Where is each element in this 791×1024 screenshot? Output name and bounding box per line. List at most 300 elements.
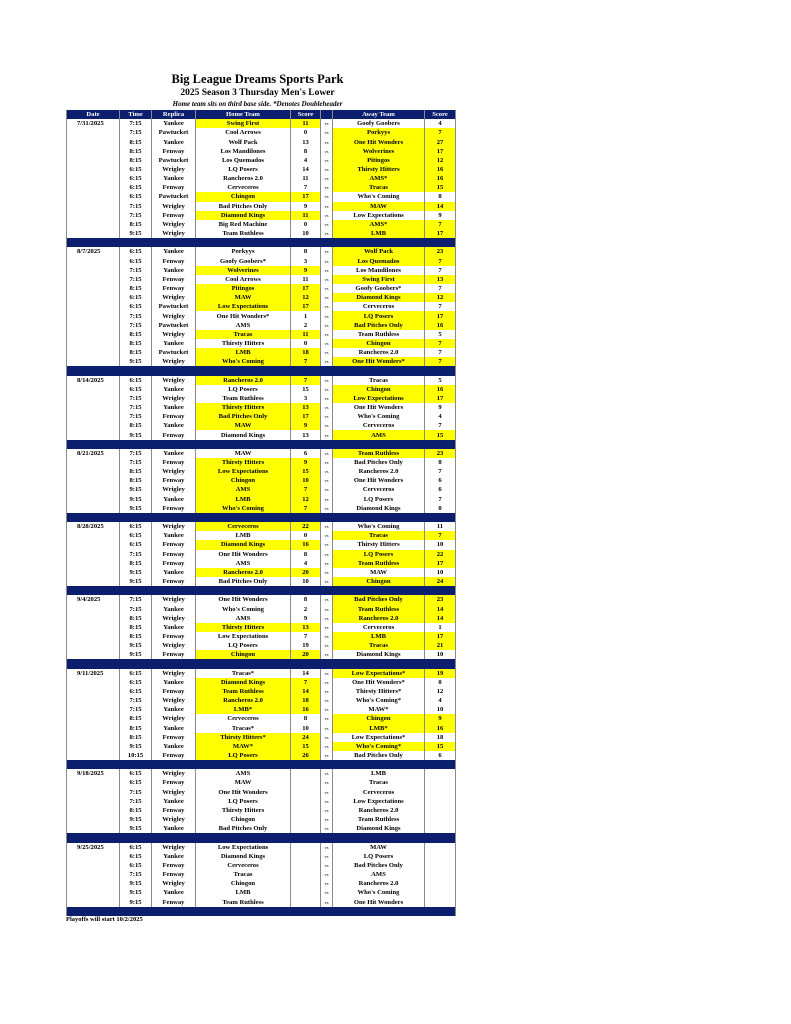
vs-label: vs	[321, 824, 333, 833]
away-score	[425, 843, 456, 852]
game-field: Wrigley	[152, 522, 196, 531]
table-row	[67, 604, 456, 613]
game-date	[67, 202, 120, 211]
game-time: 7:15	[120, 211, 152, 220]
away-team: Wolverines	[333, 147, 425, 156]
game-field: Wrigley	[152, 376, 196, 385]
game-field: Fenway	[152, 687, 196, 696]
schedule-body	[67, 119, 456, 916]
home-team: Cool Arrows	[196, 275, 291, 284]
away-team: Low Expectations	[333, 211, 425, 220]
home-score: 9	[291, 421, 321, 430]
vs-label: vs	[321, 550, 333, 559]
home-score: 2	[291, 321, 321, 330]
home-score: 12	[291, 495, 321, 504]
vs-label: vs	[321, 421, 333, 430]
vs-label: vs	[321, 403, 333, 412]
home-score: 10	[291, 476, 321, 485]
home-score: 19	[291, 641, 321, 650]
away-score: 4	[425, 412, 456, 421]
game-field: Pawtucket	[152, 348, 196, 357]
away-team: Cerveceros	[333, 302, 425, 311]
game-date: 9/11/2025	[67, 669, 120, 678]
home-team: LQ Posers	[196, 751, 291, 760]
game-time: 6:15	[120, 531, 152, 540]
away-score	[425, 861, 456, 870]
away-team: Tracas	[333, 531, 425, 540]
home-score: 14	[291, 669, 321, 678]
home-team: LMB	[196, 888, 291, 897]
table-row	[67, 577, 456, 586]
game-date	[67, 485, 120, 494]
away-team: Goofy Goobers	[333, 119, 425, 128]
away-score: 11	[425, 522, 456, 531]
game-date	[67, 778, 120, 787]
week-separator-bar	[67, 833, 456, 842]
game-date	[67, 540, 120, 549]
home-team: LMB	[196, 348, 291, 357]
away-score: 16	[425, 174, 456, 183]
home-score: 8	[291, 714, 321, 723]
vs-label: vs	[321, 769, 333, 778]
home-team: LMB	[196, 495, 291, 504]
home-team: Team Ruthless	[196, 687, 291, 696]
away-score: 0	[425, 504, 456, 513]
game-time: 8:15	[120, 137, 152, 146]
table-row	[67, 650, 456, 659]
vs-label: vs	[321, 641, 333, 650]
vs-label: vs	[321, 376, 333, 385]
game-time: 6:15	[120, 293, 152, 302]
home-score: 13	[291, 137, 321, 146]
away-team: MAW	[333, 568, 425, 577]
vs-label: vs	[321, 614, 333, 623]
table-row	[67, 467, 456, 476]
away-team: Swing First	[333, 275, 425, 284]
game-date	[67, 257, 120, 266]
game-time: 8:15	[120, 723, 152, 732]
table-row	[67, 476, 456, 485]
game-field: Fenway	[152, 751, 196, 760]
game-field: Pawtucket	[152, 302, 196, 311]
home-team: Swing First	[196, 119, 291, 128]
table-row	[67, 430, 456, 439]
home-score: 22	[291, 522, 321, 531]
table-row	[67, 751, 456, 760]
game-field: Yankee	[152, 449, 196, 458]
game-time: 8:15	[120, 348, 152, 357]
vs-label: vs	[321, 348, 333, 357]
away-score: 7	[425, 284, 456, 293]
vs-label: vs	[321, 595, 333, 604]
table-row	[67, 678, 456, 687]
away-score: 8	[425, 458, 456, 467]
table-row	[67, 211, 456, 220]
game-time: 7:15	[120, 119, 152, 128]
vs-label: vs	[321, 257, 333, 266]
vs-label: vs	[321, 311, 333, 320]
schedule-table	[66, 110, 456, 916]
table-row	[67, 458, 456, 467]
game-date	[67, 165, 120, 174]
table-row	[67, 385, 456, 394]
home-score	[291, 879, 321, 888]
game-date	[67, 504, 120, 513]
game-time: 7:15	[120, 449, 152, 458]
col-time-header: Time	[120, 110, 152, 119]
away-team: Rancheros 2.0	[333, 467, 425, 476]
vs-label: vs	[321, 174, 333, 183]
home-score: 9	[291, 202, 321, 211]
away-team: Tracas	[333, 183, 425, 192]
away-team: Bad Pitches Only	[333, 321, 425, 330]
game-date	[67, 733, 120, 742]
away-team: AMS	[333, 870, 425, 879]
away-team: Rancheros 2.0	[333, 348, 425, 357]
vs-label: vs	[321, 778, 333, 787]
home-team: Low Expectations	[196, 843, 291, 852]
col-home-team-header: Home Team	[196, 110, 291, 119]
game-field: Fenway	[152, 897, 196, 906]
away-team: Thirsty Hitters*	[333, 687, 425, 696]
home-team: Tracas*	[196, 669, 291, 678]
game-date	[67, 284, 120, 293]
away-score: 17	[425, 632, 456, 641]
vs-label: vs	[321, 742, 333, 751]
game-field: Fenway	[152, 632, 196, 641]
home-score: 16	[291, 705, 321, 714]
table-row	[67, 540, 456, 549]
home-score: 13	[291, 623, 321, 632]
home-team: Thirsty Hitters	[196, 339, 291, 348]
table-row	[67, 705, 456, 714]
vs-label: vs	[321, 852, 333, 861]
away-score	[425, 879, 456, 888]
game-field: Fenway	[152, 458, 196, 467]
table-row	[67, 247, 456, 256]
away-score: 17	[425, 147, 456, 156]
game-field: Fenway	[152, 504, 196, 513]
home-team: Team Ruthless	[196, 229, 291, 238]
week-separator-bar	[67, 440, 456, 449]
table-row	[67, 376, 456, 385]
vs-label: vs	[321, 540, 333, 549]
table-row	[67, 568, 456, 577]
table-row	[67, 733, 456, 742]
vs-label: vs	[321, 714, 333, 723]
home-team: Diamond Kings	[196, 678, 291, 687]
home-team: AMS	[196, 559, 291, 568]
table-row	[67, 797, 456, 806]
table-row	[67, 824, 456, 833]
game-field: Yankee	[152, 623, 196, 632]
game-time: 6:15	[120, 247, 152, 256]
away-team: Chingon	[333, 385, 425, 394]
game-field: Wrigley	[152, 202, 196, 211]
away-team: Thirsty Hitters	[333, 165, 425, 174]
home-score	[291, 806, 321, 815]
vs-label: vs	[321, 861, 333, 870]
away-team: LQ Posers	[333, 550, 425, 559]
away-team: Chingon	[333, 714, 425, 723]
table-row	[67, 669, 456, 678]
away-score: 6	[425, 485, 456, 494]
away-score	[425, 870, 456, 879]
away-team: LQ Posers	[333, 852, 425, 861]
game-field: Wrigley	[152, 165, 196, 174]
game-date: 9/4/2025	[67, 595, 120, 604]
home-team: LMB*	[196, 705, 291, 714]
vs-label: vs	[321, 485, 333, 494]
game-date: 8/21/2025	[67, 449, 120, 458]
game-date	[67, 357, 120, 366]
home-team: Los Quemados	[196, 156, 291, 165]
vs-label: vs	[321, 650, 333, 659]
game-date	[67, 330, 120, 339]
table-row	[67, 714, 456, 723]
away-score: 10	[425, 705, 456, 714]
home-score	[291, 797, 321, 806]
game-time: 6:15	[120, 302, 152, 311]
table-row	[67, 861, 456, 870]
col-away-score-header: Score	[425, 110, 456, 119]
vs-label: vs	[321, 165, 333, 174]
away-team: AMS*	[333, 220, 425, 229]
game-date	[67, 623, 120, 632]
game-field: Yankee	[152, 174, 196, 183]
vs-label: vs	[321, 897, 333, 906]
game-field: Fenway	[152, 183, 196, 192]
away-team: Tracas	[333, 778, 425, 787]
game-date	[67, 824, 120, 833]
table-row	[67, 550, 456, 559]
away-score: 16	[425, 723, 456, 732]
game-field: Yankee	[152, 385, 196, 394]
game-date	[67, 430, 120, 439]
table-row	[67, 412, 456, 421]
week-separator	[67, 440, 456, 449]
away-team: Rancheros 2.0	[333, 614, 425, 623]
game-time: 7:15	[120, 394, 152, 403]
table-header-row	[67, 110, 456, 119]
game-time: 6:15	[120, 257, 152, 266]
home-team: Cerveceros	[196, 522, 291, 531]
away-score: 15	[425, 742, 456, 751]
game-time: 7:15	[120, 458, 152, 467]
table-row	[67, 623, 456, 632]
home-score: 7	[291, 376, 321, 385]
game-date	[67, 495, 120, 504]
game-date: 9/18/2025	[67, 769, 120, 778]
home-team: MAW	[196, 449, 291, 458]
home-team: Rancheros 2.0	[196, 568, 291, 577]
vs-label: vs	[321, 229, 333, 238]
game-date	[67, 614, 120, 623]
away-team: Rancheros 2.0	[333, 806, 425, 815]
table-row	[67, 183, 456, 192]
home-score: 0	[291, 531, 321, 540]
home-score: 0	[291, 128, 321, 137]
game-date	[67, 861, 120, 870]
home-team: Who's Coming	[196, 604, 291, 613]
game-time: 8:15	[120, 623, 152, 632]
vs-label: vs	[321, 806, 333, 815]
game-date	[67, 797, 120, 806]
away-score: 7	[425, 339, 456, 348]
home-score: 14	[291, 687, 321, 696]
away-score: 27	[425, 137, 456, 146]
vs-label: vs	[321, 266, 333, 275]
away-team: Bad Pitches Only	[333, 458, 425, 467]
vs-label: vs	[321, 156, 333, 165]
vs-label: vs	[321, 531, 333, 540]
game-date	[67, 339, 120, 348]
table-row	[67, 202, 456, 211]
game-time: 9:15	[120, 568, 152, 577]
game-field: Wrigley	[152, 220, 196, 229]
away-team: Low Expectations*	[333, 733, 425, 742]
game-date	[67, 394, 120, 403]
home-score: 12	[291, 293, 321, 302]
game-time: 6:15	[120, 522, 152, 531]
home-score: 9	[291, 458, 321, 467]
game-field: Wrigley	[152, 467, 196, 476]
week-separator	[67, 760, 456, 769]
home-team: Low Expectations	[196, 467, 291, 476]
home-score: 0	[291, 339, 321, 348]
home-team: Tracas*	[196, 723, 291, 732]
game-time: 6:15	[120, 687, 152, 696]
home-team: Diamond Kings	[196, 852, 291, 861]
game-field: Fenway	[152, 476, 196, 485]
week-separator-bar	[67, 586, 456, 595]
game-field: Wrigley	[152, 788, 196, 797]
game-time: 6:15	[120, 385, 152, 394]
game-field: Wrigley	[152, 311, 196, 320]
game-field: Fenway	[152, 412, 196, 421]
home-team: MAW*	[196, 742, 291, 751]
game-field: Fenway	[152, 650, 196, 659]
game-field: Yankee	[152, 888, 196, 897]
table-row	[67, 403, 456, 412]
table-row	[67, 229, 456, 238]
vs-label: vs	[321, 870, 333, 879]
home-team: One Hit Wonders*	[196, 311, 291, 320]
home-score: 10	[291, 723, 321, 732]
away-team: Diamond Kings	[333, 504, 425, 513]
home-team: One Hit Wonders	[196, 788, 291, 797]
away-score: 17	[425, 229, 456, 238]
game-date	[67, 577, 120, 586]
game-time: 9:15	[120, 495, 152, 504]
table-row	[67, 742, 456, 751]
away-team: Tracas	[333, 376, 425, 385]
home-team: Porkyys	[196, 247, 291, 256]
away-score: 7	[425, 495, 456, 504]
away-team: Diamond Kings	[333, 293, 425, 302]
vs-label: vs	[321, 568, 333, 577]
home-score: 11	[291, 330, 321, 339]
home-team: AMS	[196, 485, 291, 494]
game-field: Yankee	[152, 266, 196, 275]
game-date	[67, 604, 120, 613]
game-date	[67, 559, 120, 568]
vs-label: vs	[321, 723, 333, 732]
home-team: Cool Arrows	[196, 128, 291, 137]
game-date	[67, 137, 120, 146]
away-team: Low Expectations	[333, 394, 425, 403]
game-time: 8:15	[120, 220, 152, 229]
home-team: Rancheros 2.0	[196, 376, 291, 385]
home-score	[291, 852, 321, 861]
home-score	[291, 843, 321, 852]
game-date: 8/14/2025	[67, 376, 120, 385]
week-separator	[67, 238, 456, 247]
game-date	[67, 632, 120, 641]
vs-label: vs	[321, 412, 333, 421]
game-field: Yankee	[152, 421, 196, 430]
away-score: 7	[425, 266, 456, 275]
game-field: Yankee	[152, 247, 196, 256]
home-team: Thirsty Hitters	[196, 623, 291, 632]
away-team: Chingon	[333, 577, 425, 586]
away-score: 7	[425, 348, 456, 357]
game-field: Pawtucket	[152, 156, 196, 165]
game-date	[67, 641, 120, 650]
game-date	[67, 147, 120, 156]
home-score: 24	[291, 733, 321, 742]
away-team: Tracas	[333, 641, 425, 650]
table-row	[67, 357, 456, 366]
home-score: 0	[291, 220, 321, 229]
home-team: MAW	[196, 778, 291, 787]
away-team: Low Expectations	[333, 797, 425, 806]
game-field: Wrigley	[152, 815, 196, 824]
away-team: Diamond Kings	[333, 824, 425, 833]
away-score: 6	[425, 751, 456, 760]
home-score	[291, 769, 321, 778]
table-row	[67, 302, 456, 311]
game-field: Wrigley	[152, 614, 196, 623]
game-time: 9:15	[120, 815, 152, 824]
home-score: 14	[291, 165, 321, 174]
game-field: Yankee	[152, 852, 196, 861]
game-time: 8:15	[120, 614, 152, 623]
table-row	[67, 888, 456, 897]
home-score	[291, 897, 321, 906]
home-team: Who's Coming	[196, 504, 291, 513]
vs-label: vs	[321, 302, 333, 311]
home-score: 7	[291, 485, 321, 494]
game-field: Yankee	[152, 742, 196, 751]
game-time: 8:15	[120, 714, 152, 723]
game-time: 7:15	[120, 275, 152, 284]
away-team: LQ Posers	[333, 495, 425, 504]
away-score: 4	[425, 696, 456, 705]
game-time: 6:15	[120, 778, 152, 787]
home-score: 8	[291, 247, 321, 256]
home-team: MAW	[196, 421, 291, 430]
game-time: 8:15	[120, 339, 152, 348]
table-row	[67, 495, 456, 504]
game-time: 9:15	[120, 879, 152, 888]
away-team: AMS	[333, 430, 425, 439]
game-field: Wrigley	[152, 843, 196, 852]
game-field: Yankee	[152, 678, 196, 687]
vs-label: vs	[321, 504, 333, 513]
game-date	[67, 815, 120, 824]
table-row	[67, 696, 456, 705]
